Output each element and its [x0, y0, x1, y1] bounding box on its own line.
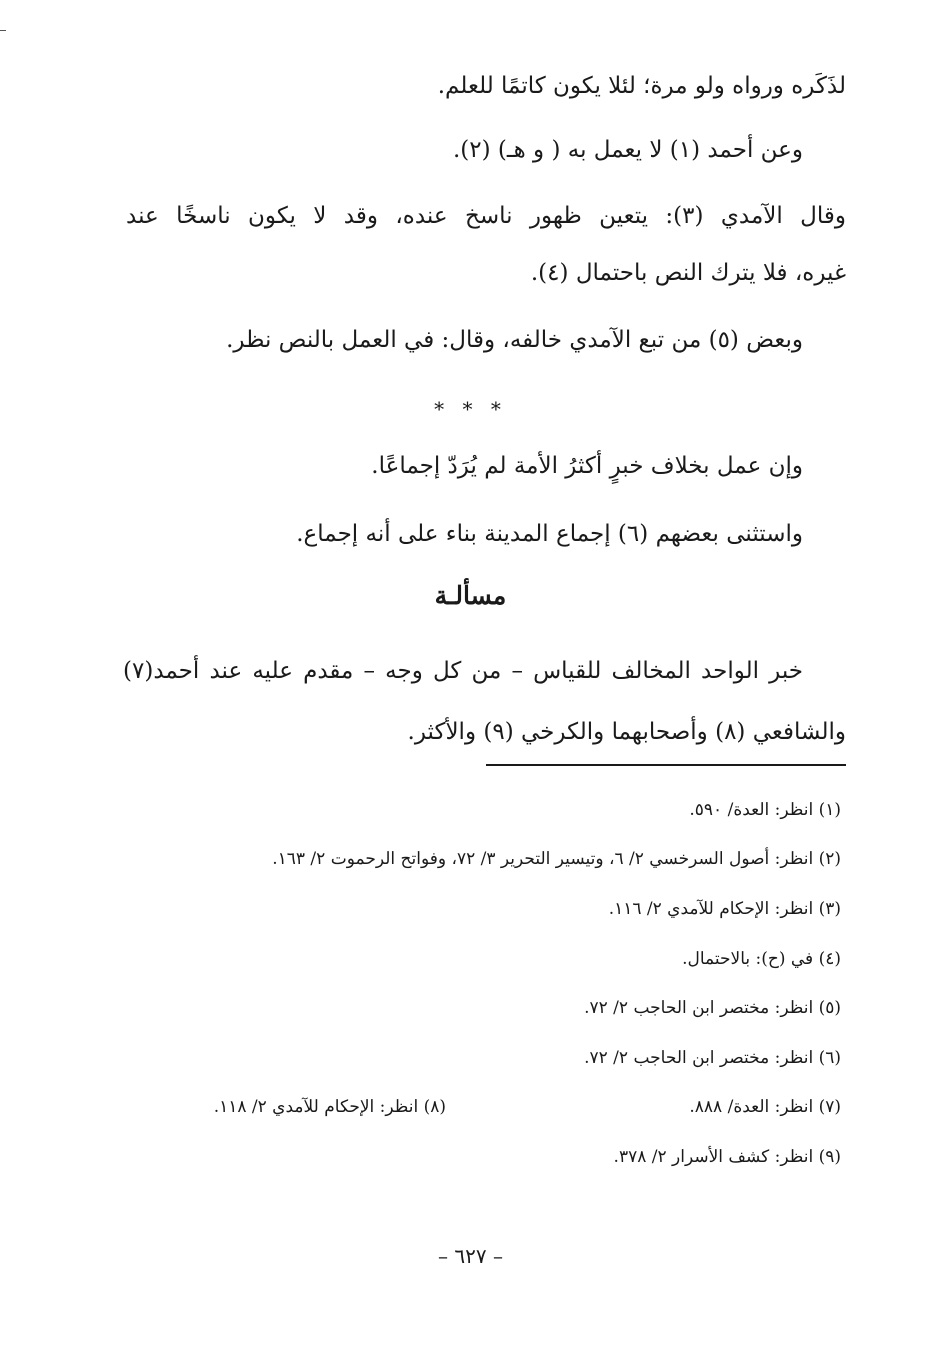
- footnote-8: (٨) انظر: الإحكام للآمدي ٢/ ١١٨.: [213, 1097, 446, 1117]
- body-line-4: غيره، فلا يترك النص باحتمال (٤).: [530, 260, 846, 286]
- body-line-9: والشافعي (٨) وأصحابهما والكرخي (٩) والأكثر.: [407, 719, 846, 745]
- footnote-9: (٩) انظر: كشف الأسرار ٢/ ٣٧٨.: [613, 1147, 841, 1167]
- footnote-5: (٥) انظر: مختصر ابن الحاجب ٢/ ٧٢.: [584, 998, 841, 1018]
- body-line-5: وبعض (٥) من تبع الآمدي خالفه، وقال: في العمل بالنص نظر.: [226, 327, 803, 353]
- footnote-3: (٣) انظر: الإحكام للآمدي ٢/ ١١٦.: [608, 899, 841, 919]
- body-line-2: وعن أحمد (١) لا يعمل به ( و هـ) (٢).: [452, 137, 803, 163]
- section-heading: مسألـة: [434, 581, 507, 610]
- body-line-8: خبر الواحد المخالف للقياس – من كل وجه – مقدم عليه عند أحمد(٧): [123, 658, 803, 684]
- scan-mark: [0, 30, 6, 34]
- body-line-6: وإن عمل بخلاف خبرٍ أكثرُ الأمة لم يُرَدّ إجماعًا.: [371, 453, 803, 479]
- footnote-1: (١) انظر: العدة/ ٥٩٠.: [689, 800, 841, 820]
- footnote-4: (٤) في (ح): بالاحتمال.: [682, 949, 841, 969]
- footnote-6: (٦) انظر: مختصر ابن الحاجب ٢/ ٧٢.: [584, 1048, 841, 1068]
- footnote-separator: [486, 764, 846, 766]
- body-line-1: لذَكَره ورواه ولو مرة؛ لئلا يكون كاتمًا للعلم.: [437, 73, 846, 99]
- page-number: – ٦٢٧ –: [438, 1244, 503, 1268]
- section-separator: * * *: [434, 397, 507, 421]
- body-line-7: واستثنى بعضهم (٦) إجماع المدينة بناء على أنه إجماع.: [296, 521, 803, 547]
- body-line-3: وقال الآمدي (٣): يتعين ظهور ناسخ عنده، وقد لا يكون ناسخًا عند: [126, 203, 846, 229]
- footnote-7: (٧) انظر: العدة/ ٨٨٨.: [689, 1097, 841, 1117]
- footnote-2: (٢) انظر: أصول السرخسي ٢/ ٦، وتيسير التحرير ٣/ ٧٢، وفواتح الرحموت ٢/ ١٦٣.: [272, 849, 841, 869]
